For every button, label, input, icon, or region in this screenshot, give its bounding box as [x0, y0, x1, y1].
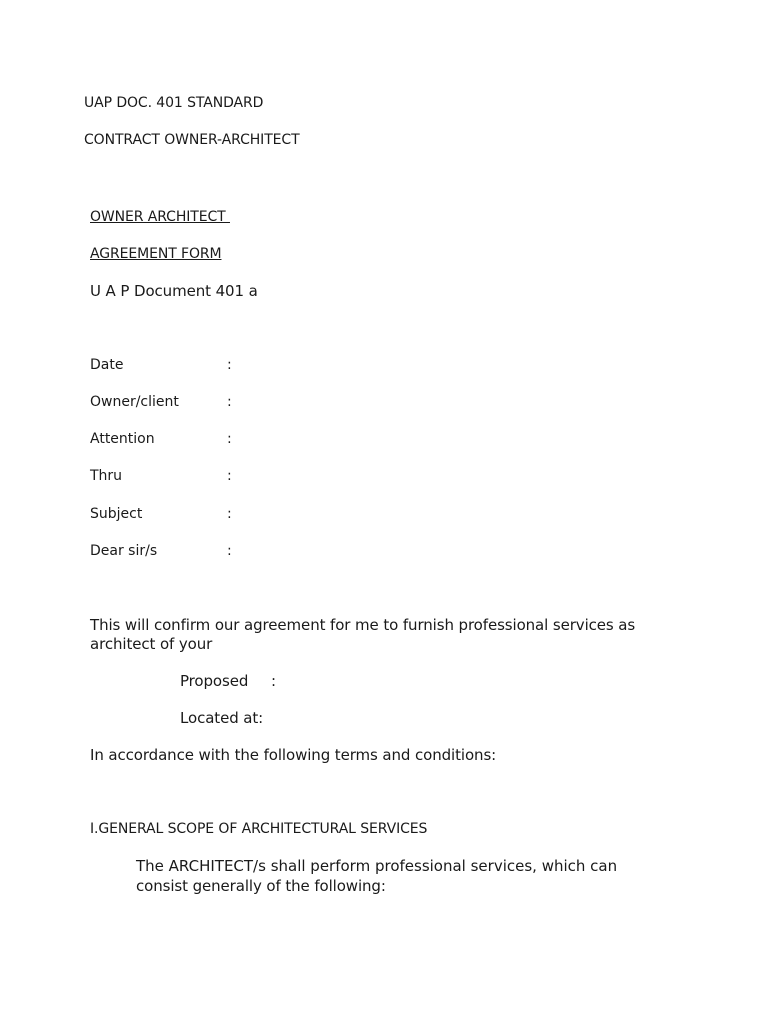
proposed-colon: :	[271, 672, 276, 690]
form-title-line2: AGREEMENT FORM	[90, 246, 222, 262]
field-colon: :	[227, 506, 232, 522]
terms-line: In accordance with the following terms and conditions:	[90, 746, 497, 764]
field-colon: :	[227, 357, 232, 373]
field-colon: :	[227, 543, 232, 559]
section-text-line1: The ARCHITECT/s shall perform professional services, which can	[136, 857, 618, 875]
field-label: Subject	[90, 506, 143, 522]
document-reference: U A P Document 401 a	[90, 282, 258, 300]
intro-line1: This will confirm our agreement for me to furnish professional services as	[90, 616, 636, 634]
field-label: Owner/client	[90, 394, 179, 410]
field-label: Thru	[90, 468, 123, 484]
section-heading: I.GENERAL SCOPE OF ARCHITECTURAL SERVICES	[90, 821, 428, 837]
field-label: Dear sir/s	[90, 543, 158, 559]
doc-header-line1: UAP DOC. 401 STANDARD	[84, 95, 264, 111]
field-colon: :	[227, 468, 232, 484]
form-title-line1: OWNER ARCHITECT	[90, 209, 230, 225]
located-label: Located at:	[180, 709, 264, 727]
section-text-line2: consist generally of the following:	[136, 877, 386, 895]
field-colon: :	[227, 431, 232, 447]
proposed-label: Proposed	[180, 672, 249, 690]
doc-header-line2: CONTRACT OWNER-ARCHITECT	[84, 132, 300, 148]
intro-line2: architect of your	[90, 635, 213, 653]
field-colon: :	[227, 394, 232, 410]
field-label: Date	[90, 357, 124, 373]
field-label: Attention	[90, 431, 155, 447]
